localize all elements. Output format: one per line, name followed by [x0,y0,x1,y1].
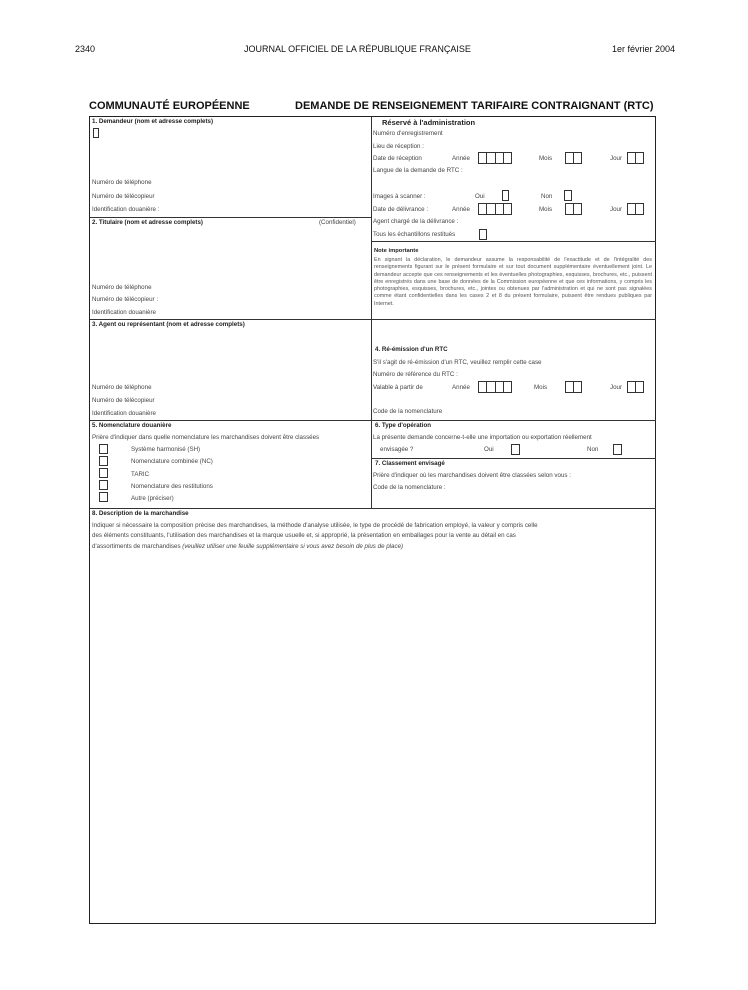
divider-s3-s5 [90,420,656,421]
s1-title: 1. Demandeur (nom et adresse complets) [92,118,214,125]
opt-restitutions-checkbox[interactable] [99,480,108,490]
admin-month-label: Mois [539,155,553,162]
admin-agent-label: Agent chargé de la délivrance : [373,218,459,225]
images-yes-checkbox[interactable] [502,190,509,201]
s8-title: 8. Description de la marchandise [92,510,189,517]
admin-images-no: Non [541,193,553,200]
reception-year-field[interactable] [478,152,512,164]
divider-s2-s3 [90,319,656,320]
admin-year-label: Année [452,155,470,162]
s1-checkbox[interactable] [93,128,99,138]
s7-title: 7. Classement envisagé [375,460,445,467]
s5-opt1: Système harmonisé (SH) [131,446,201,453]
reissue-year-field[interactable] [478,381,512,393]
divider-s1-s2 [90,217,371,218]
opt-taric-checkbox[interactable] [99,468,108,478]
divider-s8 [90,508,656,509]
s6-question-2: envisagée ? [380,446,414,453]
column-divider [371,117,372,508]
reissue-day-field[interactable] [627,381,644,393]
s8-line-3-text: d'assortiments de marchandises [92,542,183,550]
s5-opt3: TARIC [131,471,150,478]
s4-title: 4. Ré-émission d'un RTC [375,346,448,353]
publication-date: 1er février 2004 [612,44,676,54]
admin-images-label: Images à scanner : [373,193,426,200]
operation-no-checkbox[interactable] [613,444,622,455]
s8-line-3 [92,542,654,552]
s6-no-label: Non [587,446,599,453]
divider-s6-s7 [371,458,656,459]
s4-month-label: Mois [534,384,548,391]
s6-title: 6. Type d'opération [375,422,432,429]
s5-opt4: Nomenclature des restitutions [131,483,213,490]
samples-returned-checkbox[interactable] [479,229,487,240]
reissue-month-field[interactable] [565,381,582,393]
note-text: En signant la déclaration, le demandeur assume la responsabilité de l'exactitude et de l'intégralité des renseignements figurant sur le présent formulaire et sur tout document supplémentaire éventuellement joint. Le demandeur accepte que ces renseignements et les éventuelles photographies, esquisses, brochures, etc., puissent être enregistrés dans une base de données de la Commission européenne et que ces informations, y compris les photographies, esquisses, brochures, etc., jointes ou obtenues par l'administration et qui ne sont pas signalées comme étant confidentielles dans les cases 2 et 8 du présent formulaire, puissent être rendues publiques par Internet. [374,257,652,307]
s4-day-label: Jour [610,384,623,391]
s1-customs-label: Identification douanière : [92,206,160,213]
admin-date-label: Date de réception [373,155,422,162]
images-no-checkbox[interactable] [564,190,572,201]
rtc-form [89,116,656,924]
s2-title: 2. Titulaire (nom et adresse complets) [92,219,203,226]
admin-issue-year-label: Année [452,206,470,213]
opt-other-checkbox[interactable] [99,492,108,502]
issue-year-field[interactable] [478,203,512,215]
opt-nc-checkbox[interactable] [99,456,108,466]
s8-description-area[interactable] [92,557,654,921]
reception-day-field[interactable] [627,152,644,164]
issue-month-field[interactable] [565,203,582,215]
divider-admin-note [371,241,656,242]
s3-fax-label: Numéro de télécopieur [92,397,155,404]
s5-title: 5. Nomenclature douanière [92,422,172,429]
admin-issue-month-label: Mois [539,206,553,213]
s6-question-1: La présente demande concerne-t-elle une importation ou exportation réellement [373,434,592,441]
admin-title: Réservé à l'administration [382,118,476,127]
s3-customs-label: Identification douanière [92,410,156,417]
form-title-right: DEMANDE DE RENSEIGNEMENT TARIFAIRE CONTRAIGNANT (RTC) [295,100,654,112]
s8-instructions [92,521,654,552]
s2-confidential: (Confidentiel) [319,219,356,226]
s4-code-label: Code de la nomenclature [373,408,443,415]
s6-yes-label: Oui [484,446,494,453]
s5-question: Prière d'indiquer dans quelle nomenclature les marchandises doivent être classées [92,434,320,441]
admin-day-label: Jour [610,155,623,162]
s8-line-1: Indiquer si nécessaire la composition précise des marchandises, la méthode d'analyse utilisée, le type de procédé de fabrication employé, la valeur y compris celle [92,522,538,529]
form-title-left: COMMUNAUTÉ EUROPÉENNE [89,100,250,112]
s7-question: Prière d'indiquer où les marchandises doivent être classées selon vous : [373,472,571,479]
s3-title: 3. Agent ou représentant (nom et adresse complets) [92,321,245,328]
s2-phone-label: Numéro de téléphone [92,284,152,291]
s5-opt2: Nomenclature combinée (NC) [131,458,213,465]
admin-place-label: Lieu de réception : [373,143,424,150]
s4-valid-label: Valable à partir de [373,384,423,391]
s2-fax-label: Numéro de télécopieur : [92,296,159,303]
s4-question: S'il s'agit de ré-émission d'un RTC, veuillez remplir cette case [373,359,542,366]
s4-year-label: Année [452,384,470,391]
s8-line-3-note: (veuillez utiliser une feuille supplémentaire si vous avez besoin de plus de place) [182,542,404,550]
admin-lang-label: Langue de la demande de RTC : [373,167,463,174]
s1-phone-label: Numéro de téléphone [92,179,152,186]
admin-issue-day-label: Jour [610,206,623,213]
s2-customs-label: Identification douanière [92,309,156,316]
admin-images-yes: Oui [475,193,485,200]
s8-line-2: des éléments constituants, l'utilisation des marchandises et la marque usuelle et, si approprié, la présentation en emballages pour la vente au détail en cas [92,532,516,540]
s5-opt5: Autre (préciser) [131,495,174,502]
note-title: Note importante [374,248,419,254]
s1-fax-label: Numéro de télécopieur [92,193,155,200]
s4-ref-label: Numéro de référence du RTC : [373,371,458,378]
operation-yes-checkbox[interactable] [511,444,520,455]
opt-sh-checkbox[interactable] [99,444,108,454]
issue-day-field[interactable] [627,203,644,215]
s3-phone-label: Numéro de téléphone [92,384,152,391]
reception-month-field[interactable] [565,152,582,164]
journal-title: JOURNAL OFFICIEL DE LA RÉPUBLIQUE FRANÇAISE [244,44,471,54]
s7-code-label: Code de la nomenclature : [373,484,446,491]
admin-reg-label: Numéro d'enregistrement [373,130,443,137]
admin-issue-label: Date de délivrance : [373,206,429,213]
page-number: 2340 [75,44,96,54]
admin-samples-label: Tous les échantillons restitués [373,231,456,238]
